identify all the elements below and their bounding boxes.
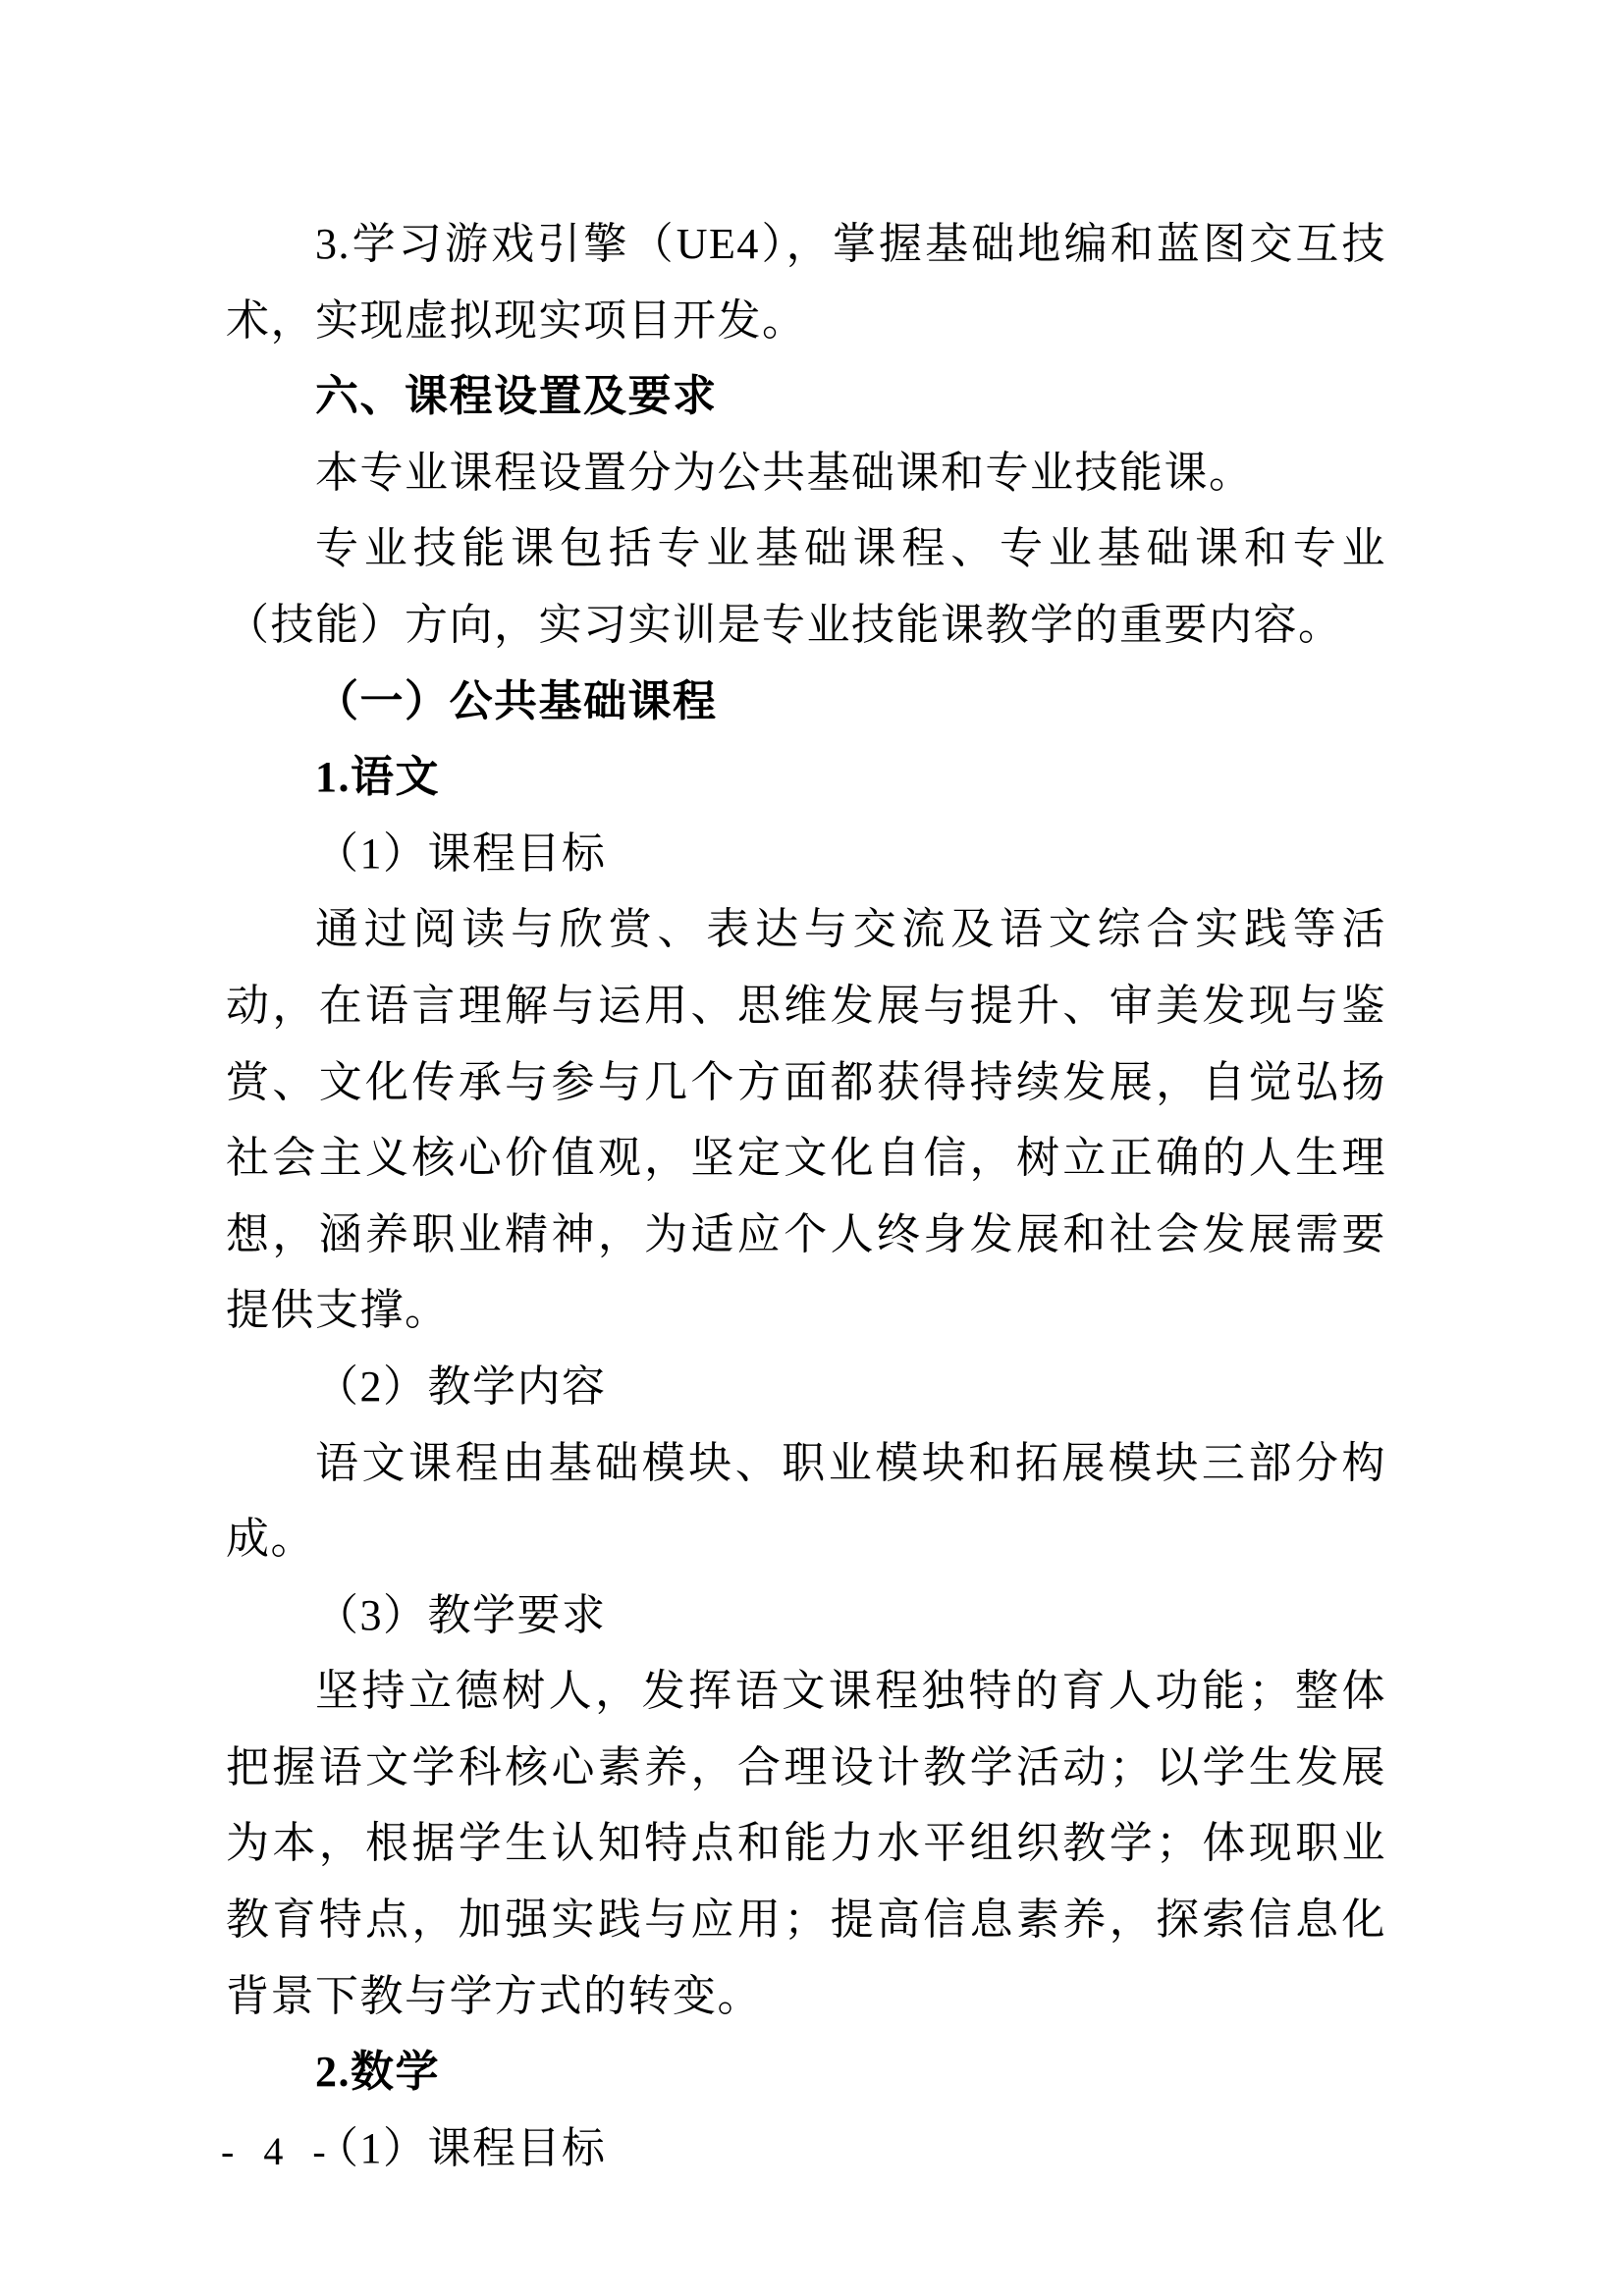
paragraph-chinese-goal-label: （1）课程目标 bbox=[315, 828, 607, 878]
document-body bbox=[226, 206, 1386, 2186]
paragraph-chinese-requirement-body: 坚持立德树人，发挥语文课程独特的育人功能；整体把握语文学科核心素养，合理设计教学活动；以学生发展为本，根据学生认知特点和能力水平组织教学；体现职业教育特点，加强实践与应用；提高信息素养，探索信息化背景下教与学方式的转变。 bbox=[226, 1667, 1386, 2020]
paragraph-chinese-content-body: 语文课程由基础模块、职业模块和拓展模块三部分构成。 bbox=[226, 1438, 1386, 1564]
numbered-heading-chinese: 1.语文 bbox=[315, 753, 440, 802]
paragraph-chinese-requirement-label: （3）教学要求 bbox=[315, 1590, 607, 1639]
paragraph-skill-courses: 专业技能课包括专业基础课程、专业基础课和专业（技能）方向，实习实训是专业技能课教学的重要内容。 bbox=[226, 524, 1386, 649]
sub-heading-public-basic-courses: （一）公共基础课程 bbox=[315, 676, 718, 725]
paragraph-chinese-goal-body: 通过阅读与欣赏、表达与交流及语文综合实践等活动，在语言理解与运用、思维发展与提升、审美发现与鉴赏、文化传承与参与几个方面都获得持续发展，自觉弘扬社会主义核心价值观，坚定文化自信，树立正确的人生理想，涵养职业精神，为适应个人终身发展和社会发展需要提供支撑。 bbox=[226, 905, 1386, 1335]
numbered-heading-math: 2.数学 bbox=[315, 2048, 440, 2097]
paragraph-math-goal-label: （1）课程目标 bbox=[315, 2123, 607, 2172]
paragraph-chinese-content-label: （2）教学内容 bbox=[315, 1362, 607, 1411]
section-heading-course-setup: 六、课程设置及要求 bbox=[315, 372, 718, 421]
paragraph-ue4-engine: 3.学习游戏引擎（UE4），掌握基础地编和蓝图交互技术，实现虚拟现实项目开发。 bbox=[226, 220, 1386, 345]
page-number: - 4 - bbox=[221, 2129, 336, 2173]
paragraph-course-division: 本专业课程设置分为公共基础课和专业技能课。 bbox=[315, 448, 1254, 497]
